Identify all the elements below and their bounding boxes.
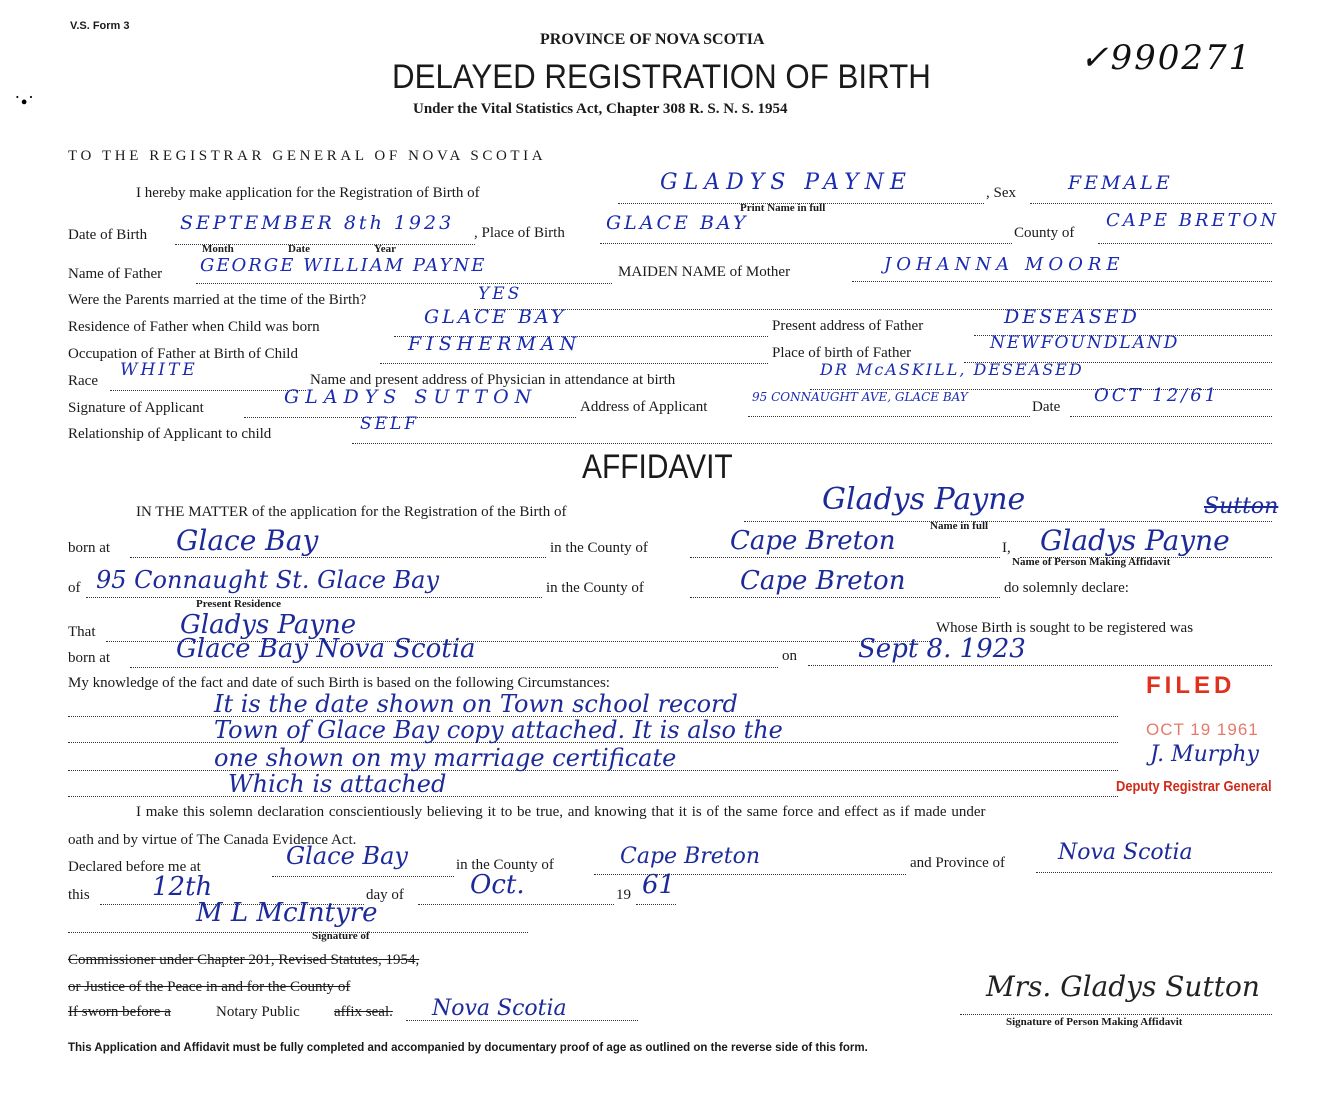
month-hint: Month [202, 243, 234, 255]
sig-applicant-label: Signature of Applicant [68, 400, 204, 416]
mother-name: JOHANNA MOORE [884, 254, 1125, 275]
on-date-value: Sept 8. 1923 [858, 634, 1026, 664]
day-of-label: day of [366, 887, 404, 903]
circ-line-4 [68, 796, 1118, 797]
mother-label: MAIDEN NAME of Mother [618, 264, 791, 280]
affiant-signature: Mrs. Gladys Sutton [986, 970, 1260, 1003]
on-label: on [782, 648, 797, 664]
residence-value: 95 Connaught St. Glace Bay [96, 566, 440, 594]
declared-county-line [594, 874, 906, 875]
justice-line: or Justice of the Peace in and for the County of [68, 979, 351, 995]
pob-line [600, 243, 1012, 244]
relationship-label: Relationship of Applicant to child [68, 426, 272, 442]
addr-applicant-value: 95 CONNAUGHT AVE, GLACE BAY [752, 390, 968, 404]
commissioner-sig-line [68, 932, 528, 933]
physician-value: DR McASKILL, DESEASED [820, 360, 1084, 379]
province-value: Nova Scotia [1058, 840, 1193, 865]
born-at2-label: born at [68, 650, 111, 666]
in-county-value: Cape Breton [730, 526, 896, 556]
dob-value: SEPTEMBER 8th 1923 [180, 212, 455, 234]
race-label: Race [68, 373, 98, 389]
res-father-label: Residence of Father when Child was born [68, 319, 320, 335]
circumstance-3: one shown on my marriage certificate [214, 744, 677, 772]
notary-label: Notary Public [216, 1004, 300, 1020]
form-id: V.S. Form 3 [70, 20, 130, 32]
res-father-value: GLACE BAY [424, 306, 567, 328]
this-label: this [68, 887, 90, 903]
notary-suffix: affix seal. [334, 1004, 393, 1020]
child-name: GLADYS PAYNE [660, 170, 912, 195]
ink-mark: ˙•˙ [14, 92, 35, 114]
filed-stamp: FILED [1146, 672, 1236, 699]
circumstance-2: Town of Glace Bay copy attached. It is also the [214, 716, 783, 744]
sex-label: , Sex [986, 185, 1016, 201]
residence-line [86, 597, 542, 598]
relationship-line [352, 443, 1272, 444]
born-at-value: Glace Bay [176, 524, 319, 557]
declared-label: Declared before me at [68, 859, 201, 875]
relationship-value: SELF [360, 414, 420, 434]
date-label: Date [1032, 399, 1061, 415]
year-suffix: 61 [642, 870, 676, 900]
sig-applicant-value: GLADYS SUTTON [284, 386, 538, 408]
deputy-registrar: Deputy Registrar General [1116, 778, 1272, 795]
date-line [1070, 416, 1272, 417]
father-birthplace-label: Place of birth of Father [772, 345, 912, 361]
i-label: I, [1002, 540, 1011, 556]
present-father-value: DESEASED [1004, 306, 1140, 328]
matter-line [744, 521, 1272, 522]
in-county-line [690, 557, 1000, 558]
married-label: Were the Parents married at the time of the Birth? [68, 292, 367, 308]
born-at2-value: Glace Bay Nova Scotia [176, 634, 476, 664]
born-at-label: born at [68, 540, 111, 556]
mother-line [852, 281, 1272, 282]
solemn-line-1: I make this solemn declaration conscientiously believing it to be true, and knowing that it is of the same force and effect as if made under [136, 804, 986, 820]
notary-prefix: If sworn before a [68, 1004, 171, 1020]
commissioner-line: Commissioner under Chapter 201, Revised Statutes, 1954, [68, 952, 420, 968]
father-birthplace-value: NEWFOUNDLAND [990, 333, 1180, 353]
intro-label: I hereby make application for the Registration of Birth of [136, 185, 480, 201]
province-line [1036, 872, 1272, 873]
province-heading: PROVINCE OF NOVA SCOTIA [540, 31, 765, 48]
father-label: Name of Father [68, 266, 163, 282]
name-full-hint: Name in full [930, 520, 989, 532]
matter-name: Gladys Payne [822, 482, 1026, 517]
county-line [1098, 243, 1272, 244]
addr-applicant-line [748, 416, 1030, 417]
registration-number: ✓990271 [1080, 38, 1253, 78]
that-label: That [68, 624, 96, 640]
to-registrar: TO THE REGISTRAR GENERAL OF NOVA SCOTIA [68, 148, 547, 164]
declared-at: Glace Bay [286, 842, 408, 870]
father-name: GEORGE WILLIAM PAYNE [200, 255, 487, 276]
sex-line [1030, 203, 1272, 204]
province-label: and Province of [910, 855, 1005, 871]
circumstance-4: Which is attached [228, 770, 447, 798]
notary-place: Nova Scotia [432, 996, 567, 1021]
born-at-line [130, 557, 546, 558]
county2-line [690, 597, 1000, 598]
declared-at-line [272, 876, 454, 877]
dob-label: Date of Birth [68, 227, 148, 243]
race-line [110, 390, 306, 391]
date-hint: Date [288, 243, 310, 255]
commissioner-signature: M L McIntyre [196, 898, 378, 928]
declared-county-label: in the County of [456, 857, 554, 873]
county-value: CAPE BRETON [1106, 210, 1280, 231]
on-date-line [808, 665, 1272, 666]
form-subtitle: Under the Vital Statistics Act, Chapter 308 R. S. N. S. 1954 [413, 101, 788, 117]
county-label: County of [1014, 225, 1075, 241]
knowledge-label: My knowledge of the fact and date of such Birth is based on the following Circumstances: [68, 675, 610, 691]
affiant-value: Gladys Payne [1040, 524, 1230, 557]
person-hint: Name of Person Making Affidavit [1012, 556, 1171, 568]
father-line [196, 283, 612, 284]
whose-label: Whose Birth is sought to be registered was [936, 620, 1194, 636]
matter-name-strike: Sutton [1204, 494, 1279, 519]
pob-label: , Place of Birth [474, 225, 565, 241]
sex-value: FEMALE [1068, 172, 1173, 194]
matter-label: IN THE MATTER of the application for the Registration of the Birth of [136, 504, 567, 520]
month-line [418, 904, 614, 905]
filed-date: OCT 19 1961 [1146, 720, 1259, 739]
born-at2-line [130, 667, 778, 668]
married-line [474, 309, 1272, 310]
month-value: Oct. [470, 870, 525, 900]
print-name-hint: Print Name in full [740, 202, 826, 214]
day-value: 12th [152, 872, 213, 902]
in-county-label: in the County of [550, 540, 648, 556]
county2-label: in the County of [546, 580, 644, 596]
addr-applicant-label: Address of Applicant [580, 399, 708, 415]
page-title: DELAYED REGISTRATION OF BIRTH [392, 58, 931, 96]
circumstance-1: It is the date shown on Town school record [214, 690, 738, 718]
occupation-value: FISHERMAN [408, 333, 582, 355]
county2-value: Cape Breton [740, 566, 906, 596]
occupation-label: Occupation of Father at Birth of Child [68, 346, 298, 362]
occupation-line [380, 363, 768, 364]
sig-of-label: Signature of [312, 930, 370, 942]
married-value: YES [478, 284, 523, 304]
declare-label: do solemnly declare: [1004, 580, 1129, 596]
race-value: WHITE [120, 360, 198, 380]
date-value: OCT 12/61 [1094, 385, 1220, 406]
registrar-initials: J. Murphy [1150, 742, 1259, 767]
footer-note: This Application and Affidavit must be fully completed and accompanied by documentary proof of age as outlined on the reverse side of this form. [68, 1042, 868, 1054]
year-prefix: 19 [616, 887, 631, 903]
residence-hint: Present Residence [196, 598, 282, 610]
declared-county: Cape Breton [620, 844, 761, 869]
affidavit-heading: AFFIDAVIT [582, 448, 733, 486]
that-name: Gladys Payne [180, 610, 357, 640]
of-label: of [68, 580, 81, 596]
affiant-sig-label: Signature of Person Making Affidavit [1006, 1016, 1183, 1028]
solemn-line-2: oath and by virtue of The Canada Evidence Act. [68, 832, 357, 848]
present-father-label: Present address of Father [772, 318, 924, 334]
affiant-sig-line [960, 1014, 1272, 1015]
year-line [636, 904, 676, 905]
physician-label: Name and present address of Physician in attendance at birth [310, 372, 676, 388]
year-hint: Year [374, 243, 396, 255]
pob-value: GLACE BAY [606, 212, 749, 234]
